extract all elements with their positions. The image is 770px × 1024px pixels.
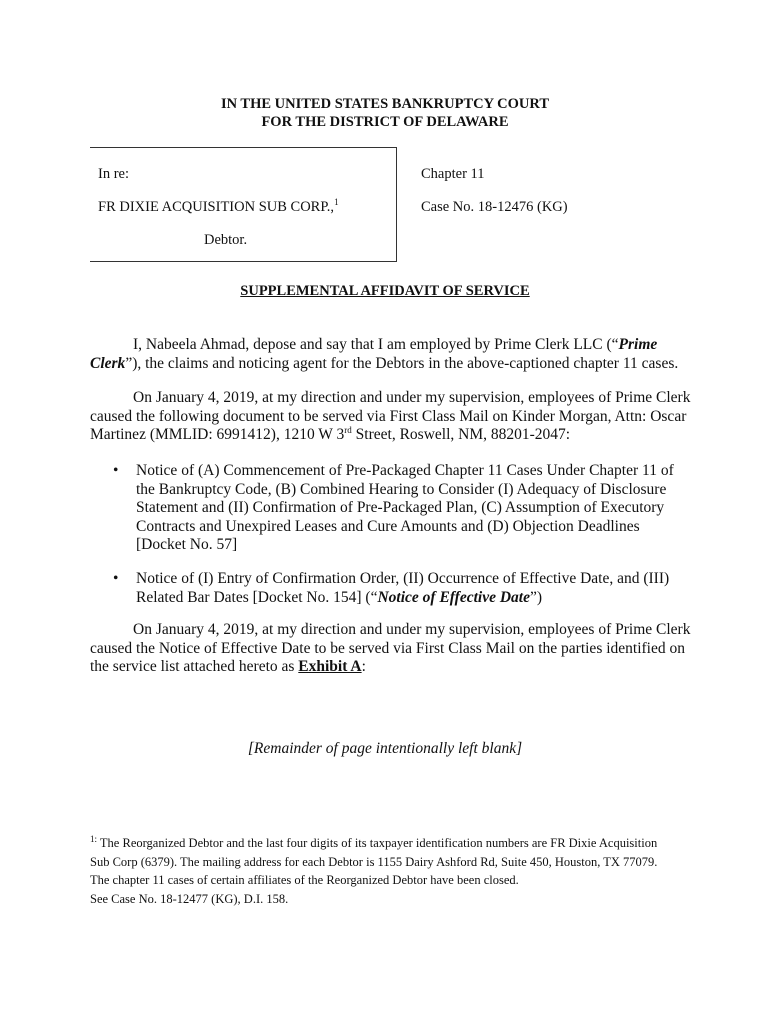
court-heading-line2: FOR THE DISTRICT OF DELAWARE xyxy=(261,114,509,130)
court-heading xyxy=(0,95,770,131)
footnote-line xyxy=(90,834,690,853)
paragraph-line: On January 4, 2019, at my direction and under my supervision, employees of Prime Clerk xyxy=(133,621,691,638)
text-span: Martinez (MMLID: 6991412), 1210 W 3 xyxy=(90,426,345,443)
defined-term: Prime xyxy=(618,336,658,353)
paragraph-service-kinder xyxy=(90,389,691,445)
bullet-line: Contracts and Unexpired Leases and Cure Amounts and (D) Objection Deadlines xyxy=(136,517,640,535)
text-span: ”) xyxy=(529,588,543,606)
defined-term: Clerk xyxy=(90,354,126,372)
remainder-blank-note: [Remainder of page intentionally left blank] xyxy=(247,740,523,757)
footnote-reference: 1 xyxy=(334,197,339,208)
bullet-line: [Docket No. 57] xyxy=(136,536,238,553)
footnote xyxy=(90,834,690,908)
exhibit-reference: Exhibit A xyxy=(298,658,362,675)
bullet-text xyxy=(136,462,674,555)
bullet-icon: • xyxy=(113,570,119,587)
text-span: the service list attached hereto as xyxy=(90,658,299,675)
paragraph-line xyxy=(90,658,685,677)
text-span: Street, Roswell, NM, 88201-2047: xyxy=(351,426,571,443)
bullet-text xyxy=(136,570,669,607)
text-span: The Reorganized Debtor and the last four digits of its taxpayer identification numbers are FR Dixie Acquisition xyxy=(99,836,658,850)
paragraph-line: caused the following document to be served via First Class Mail on Kinder Morgan, Attn: Oscar xyxy=(90,407,687,425)
text-span: I, Nabeela Ahmad, depose and say that I am employed by Prime Clerk LLC (“ xyxy=(133,336,619,353)
debtor-name-text: FR DIXIE ACQUISITION SUB CORP., xyxy=(98,199,335,215)
in-re-label: In re: xyxy=(98,166,129,182)
debtor-name xyxy=(98,199,339,216)
bullet-icon: • xyxy=(113,462,119,479)
document-title xyxy=(0,283,770,300)
text-span: Related Bar Dates [Docket No. 154] (“ xyxy=(136,588,378,606)
bullet-line: Notice of (A) Commencement of Pre-Packaged Chapter 11 Cases Under Chapter 11 of xyxy=(136,462,674,479)
document-title-text: SUPPLEMENTAL AFFIDAVIT OF SERVICE xyxy=(240,283,530,299)
paragraph-declarant-line2 xyxy=(90,355,685,374)
text-span: ”), the claims and noticing agent for the Debtors in the above-captioned chapter 11 cases. xyxy=(125,354,679,372)
bullet-line xyxy=(136,589,669,608)
chapter-label: Chapter 11 xyxy=(421,166,485,182)
paragraph-declarant-line1 xyxy=(90,336,685,355)
court-heading-line1: IN THE UNITED STATES BANKRUPTCY COURT xyxy=(220,96,550,112)
paragraph-line xyxy=(90,426,685,445)
text-span: : xyxy=(361,658,366,675)
footnote-line: Sub Corp (6379). The mailing address for each Debtor is 1155 Dairy Ashford Rd, Suite 450, Houston, TX 77079. xyxy=(90,854,658,869)
paragraph-line: On January 4, 2019, at my direction and under my supervision, employees of Prime Clerk xyxy=(133,389,691,406)
case-number: Case No. 18-12476 (KG) xyxy=(421,199,568,215)
paragraph-declarant xyxy=(90,336,685,373)
bullet-line: Notice of (I) Entry of Confirmation Order, (II) Occurrence of Effective Date, and (III) xyxy=(136,570,670,587)
footnote-line: The chapter 11 cases of certain affiliates of the Reorganized Debtor have been closed. xyxy=(90,873,519,887)
bullet-line: the Bankruptcy Code, (B) Combined Hearing to Consider (I) Adequacy of Disclosure xyxy=(136,480,667,498)
footnote-mark: 1: xyxy=(90,833,98,844)
defined-term: Notice of Effective Date xyxy=(377,588,530,606)
paragraph-service-exhibit xyxy=(90,621,691,677)
bullet-line: Statement and (II) Confirmation of Pre-Packaged Plan, (C) Assumption of Executory xyxy=(136,499,665,516)
ordinal-suffix: rd xyxy=(344,424,352,435)
paragraph-line: caused the Notice of Effective Date to be served via First Class Mail on the parties identified on xyxy=(90,639,685,657)
footnote-line: See Case No. 18-12477 (KG), D.I. 158. xyxy=(90,891,289,906)
debtor-label: Debtor. xyxy=(204,232,248,248)
